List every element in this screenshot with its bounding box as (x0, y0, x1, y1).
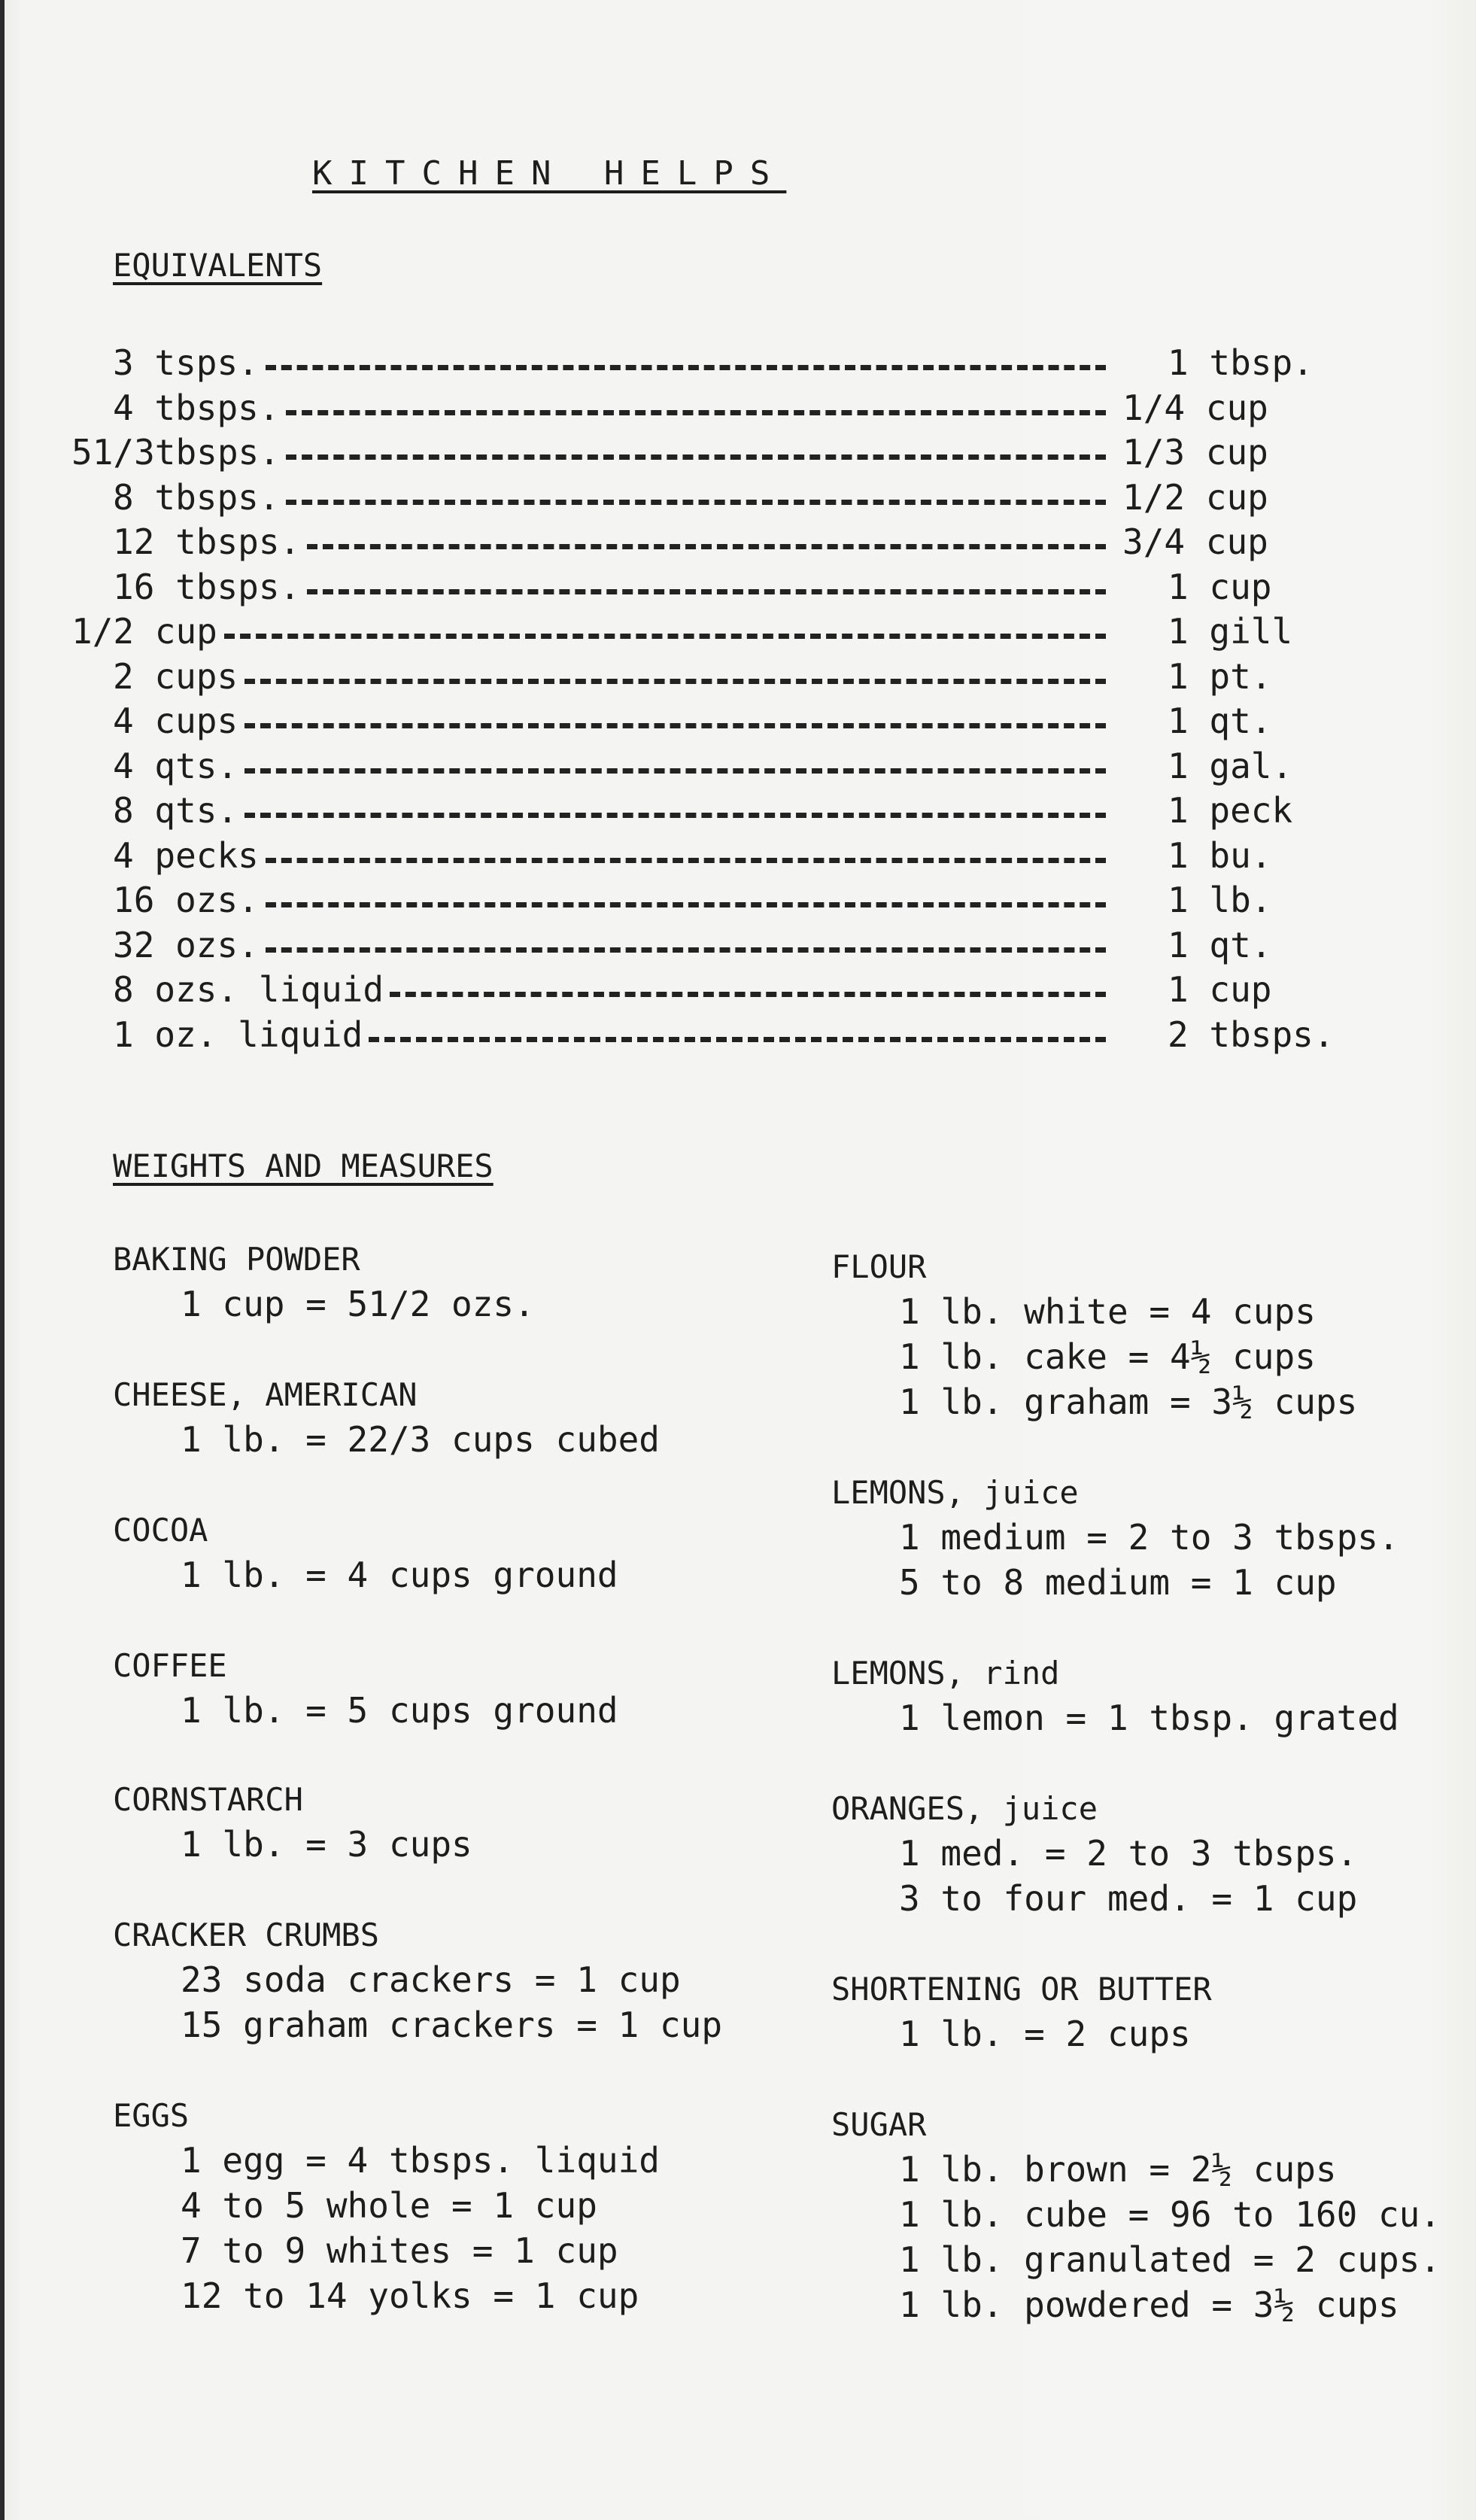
dot-leader (244, 679, 1106, 690)
measure-line: 1 lb. cube = 96 to 160 cu. (899, 2194, 1441, 2235)
measure-line: 1 lb. white = 4 cups (899, 1291, 1316, 1332)
equivalent-from: 2 cups (113, 655, 238, 697)
measure-category (113, 1914, 722, 2047)
equivalent-row (0, 701, 1476, 744)
dot-leader (244, 723, 1106, 734)
equivalent-from: 12 tbsps. (113, 521, 301, 562)
dot-leader (307, 589, 1107, 600)
equivalent-row (0, 567, 1476, 610)
equivalent-to: 1 lb. (1168, 880, 1272, 920)
equivalent-to: 1 pt. (1168, 655, 1272, 697)
measure-line: 1 lb. cake = 4½ cups (899, 1336, 1316, 1377)
measure-category-name: COCOA (113, 1512, 208, 1549)
measure-line: 1 lb. graham = 3½ cups (899, 1382, 1358, 1422)
measure-category-name: LEMONS, juice (831, 1474, 1079, 1511)
measure-line: 1 med. = 2 to 3 tbsps. (899, 1833, 1358, 1874)
equivalent-from: 32 ozs. (113, 924, 259, 965)
equivalent-row (0, 656, 1476, 700)
equivalent-to: 1 cup (1168, 566, 1272, 607)
equivalent-from: 8 qts. (113, 790, 238, 831)
measure-line: 1 lb. brown = 2½ cups (899, 2149, 1337, 2190)
equivalent-to: 1/3 cup (1122, 432, 1268, 473)
equivalent-row (0, 432, 1476, 476)
dot-leader (286, 454, 1106, 466)
equivalent-to: 1 cup (1168, 969, 1272, 1010)
equivalent-to: 1 qt. (1168, 701, 1272, 741)
equivalent-from: 4 qts. (113, 745, 238, 786)
measure-category (831, 1245, 1357, 1424)
dot-leader (266, 365, 1107, 376)
equivalent-to: 3/4 cup (1122, 521, 1268, 562)
page-title: KITCHEN HELPS (312, 154, 787, 193)
equivalent-from: 4 tbsps. (113, 387, 280, 428)
equivalent-row (0, 477, 1476, 521)
measure-line: 1 lb. granulated = 2 cups. (899, 2239, 1441, 2280)
dot-leader (286, 500, 1106, 511)
equivalent-row (0, 880, 1476, 923)
equivalent-row (0, 1014, 1476, 1058)
dot-leader (244, 813, 1106, 824)
measure-category (113, 2094, 660, 2318)
equivalent-to: 1 peck (1168, 790, 1293, 831)
equivalent-row (0, 388, 1476, 431)
measure-category (831, 1968, 1212, 2056)
measure-line: 1 lb. = 5 cups ground (181, 1690, 618, 1731)
measure-category (113, 1373, 660, 1462)
measure-category (113, 1509, 618, 1597)
measure-line: 15 graham crackers = 1 cup (181, 2005, 723, 2045)
measure-line: 1 lb. = 4 cups ground (181, 1555, 618, 1595)
measure-category-name: COFFEE (113, 1647, 227, 1684)
equivalent-to: 1/2 cup (1122, 476, 1268, 518)
measure-line: 1 lemon = 1 tbsp. grated (899, 1698, 1399, 1738)
equivalent-from: 4 pecks (113, 834, 259, 876)
measure-line: 1 lb. = 3 cups (181, 1824, 472, 1865)
measure-category (831, 1471, 1399, 1605)
measure-line: 1 egg = 4 tbsps. liquid (181, 2140, 660, 2181)
measure-category-name: FLOUR (831, 1248, 927, 1285)
dot-leader (307, 544, 1107, 555)
equivalent-from: 16 ozs. (113, 880, 259, 920)
measure-category-name: SHORTENING OR BUTTER (831, 1971, 1212, 2008)
measure-line: 3 to four med. = 1 cup (899, 1878, 1358, 1919)
measure-line: 1 medium = 2 to 3 tbsps. (899, 1517, 1399, 1558)
measure-category-name: ORANGES, juice (831, 1790, 1098, 1827)
equivalent-from: 8 tbsps. (113, 476, 280, 518)
measure-category-name: LEMONS, rind (831, 1655, 1060, 1692)
equivalent-from: 3 tsps. (113, 342, 259, 383)
equivalent-from: 1 oz. liquid (113, 1014, 363, 1055)
measure-line: 4 to 5 whole = 1 cup (181, 2185, 597, 2226)
measure-line: 1 cup = 51/2 ozs. (181, 1284, 535, 1324)
measure-category (113, 1238, 535, 1327)
equivalent-from: 16 tbsps. (113, 566, 301, 607)
equivalent-from: 8 ozs. liquid (113, 969, 384, 1010)
dot-leader (390, 992, 1107, 1003)
equivalent-from: 1/2 cup (71, 611, 217, 652)
equivalent-row (0, 790, 1476, 834)
equivalent-from: 4 cups (113, 701, 238, 741)
measure-category (113, 1644, 618, 1733)
measure-category (831, 1652, 1399, 1740)
dot-leader (369, 1037, 1106, 1048)
measure-line: 7 to 9 whites = 1 cup (181, 2230, 618, 2271)
equivalent-row (0, 746, 1476, 789)
weights-measures-heading: WEIGHTS AND MEASURES (113, 1148, 494, 1184)
measure-line: 5 to 8 medium = 1 cup (899, 1562, 1337, 1603)
equivalent-from: 51/3tbsps. (71, 432, 280, 473)
measure-category-name: BAKING POWDER (113, 1241, 360, 1278)
measure-category (831, 1787, 1357, 1921)
measure-line: 1 lb. powdered = 3½ cups (899, 2284, 1399, 2325)
equivalent-to: 1 gal. (1168, 745, 1293, 786)
dot-leader (244, 768, 1106, 780)
measure-category-name: CHEESE, AMERICAN (113, 1376, 418, 1413)
measure-category (831, 2103, 1441, 2327)
equivalent-to: 2 tbsps. (1168, 1014, 1335, 1055)
equivalent-row (0, 925, 1476, 968)
dot-leader (286, 410, 1106, 421)
equivalent-row (0, 969, 1476, 1013)
dot-leader (266, 902, 1107, 913)
dot-leader (266, 858, 1107, 869)
measure-line: 1 lb. = 22/3 cups cubed (181, 1419, 660, 1460)
measure-category-name: EGGS (113, 2097, 190, 2134)
equivalent-to: 1 tbsp. (1168, 342, 1314, 383)
equivalents-heading: EQUIVALENTS (113, 247, 323, 284)
dot-leader (224, 634, 1107, 645)
measure-category-name: SUGAR (831, 2106, 927, 2143)
equivalent-row (0, 835, 1476, 879)
measure-category-name: CRACKER CRUMBS (113, 1917, 380, 1953)
equivalent-to: 1/4 cup (1122, 387, 1268, 428)
equivalent-to: 1 qt. (1168, 924, 1272, 965)
equivalent-to: 1 gill (1168, 611, 1293, 652)
equivalent-row (0, 342, 1476, 386)
measure-line: 12 to 14 yolks = 1 cup (181, 2275, 639, 2316)
dot-leader (266, 947, 1107, 959)
equivalent-row (0, 521, 1476, 565)
measure-category (113, 1778, 472, 1867)
equivalent-to: 1 bu. (1168, 834, 1272, 876)
measure-line: 23 soda crackers = 1 cup (181, 1959, 681, 2000)
measure-line: 1 lb. = 2 cups (899, 2014, 1191, 2054)
equivalent-row (0, 611, 1476, 655)
measure-category-name: CORNSTARCH (113, 1781, 303, 1818)
